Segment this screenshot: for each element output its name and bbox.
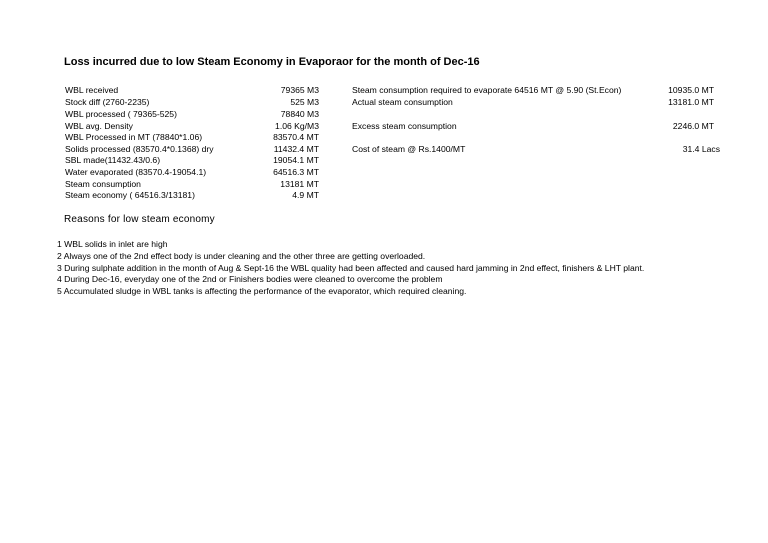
reason-item: 1 WBL solids in inlet are high xyxy=(57,239,168,249)
row-value: 1.06 Kg/M3 xyxy=(275,121,319,131)
row-label: Stock diff (2760-2235) xyxy=(65,97,150,107)
row-label: Solids processed (83570.4*0.1368) dry xyxy=(65,144,214,154)
row-value: 64516.3 MT xyxy=(273,167,319,177)
reasons-heading: Reasons for low steam economy xyxy=(64,214,215,225)
row-label: Steam economy ( 64516.3/13181) xyxy=(65,190,195,200)
row-value: 4.9 MT xyxy=(292,190,319,200)
row-value: 19054.1 MT xyxy=(273,155,319,165)
row-label: Water evaporated (83570.4-19054.1) xyxy=(65,167,207,177)
row-value: 79365 M3 xyxy=(280,85,319,95)
reason-item: 5 Accumulated sludge in WBL tanks is affecting the performance of the evaporator, which required cleaning. xyxy=(57,286,467,296)
reason-item: 2 Always one of the 2nd effect body is under cleaning and the other three are getting overloaded. xyxy=(57,251,426,261)
row-value: 2246.0 MT xyxy=(672,121,714,131)
row-label: Steam consumption xyxy=(65,179,141,189)
row-label: SBL made(11432.43/0.6) xyxy=(65,155,161,165)
row-value: 13181 MT xyxy=(280,179,319,189)
row-value: 78840 M3 xyxy=(280,109,319,119)
row-value: 11432.4 MT xyxy=(273,144,319,154)
row-label: Actual steam consumption xyxy=(352,97,453,107)
row-label: Excess steam consumption xyxy=(352,121,457,131)
row-label: WBL received xyxy=(65,85,119,95)
row-label: Steam consumption required to evaporate 64516 MT @ 5.90 (St.Econ) xyxy=(352,85,622,95)
row-label: WBL avg. Density xyxy=(65,121,133,131)
row-value: 31.4 Lacs xyxy=(682,144,720,154)
row-label: Cost of steam @ Rs.1400/MT xyxy=(352,144,466,154)
row-value: 83570.4 MT xyxy=(273,132,319,142)
sheet-title: Loss incurred due to low Steam Economy in Evaporaor for the month of Dec-16 xyxy=(64,56,480,68)
row-value: 10935.0 MT xyxy=(668,85,714,95)
row-value: 13181.0 MT xyxy=(668,97,714,107)
row-label: WBL Processed in MT (78840*1.06) xyxy=(65,132,203,142)
reason-item: 3 During sulphate addition in the month of Aug & Sept-16 the WBL quality had been affected and caused hard jamming in 2nd effect, finishers & LHT plant. xyxy=(57,263,645,273)
reason-item: 4 During Dec-16, everyday one of the 2nd or Finishers bodies were cleaned to overcome the problem xyxy=(57,274,443,284)
row-label: WBL processed ( 79365-525) xyxy=(65,109,177,119)
row-value: 525 M3 xyxy=(290,97,319,107)
